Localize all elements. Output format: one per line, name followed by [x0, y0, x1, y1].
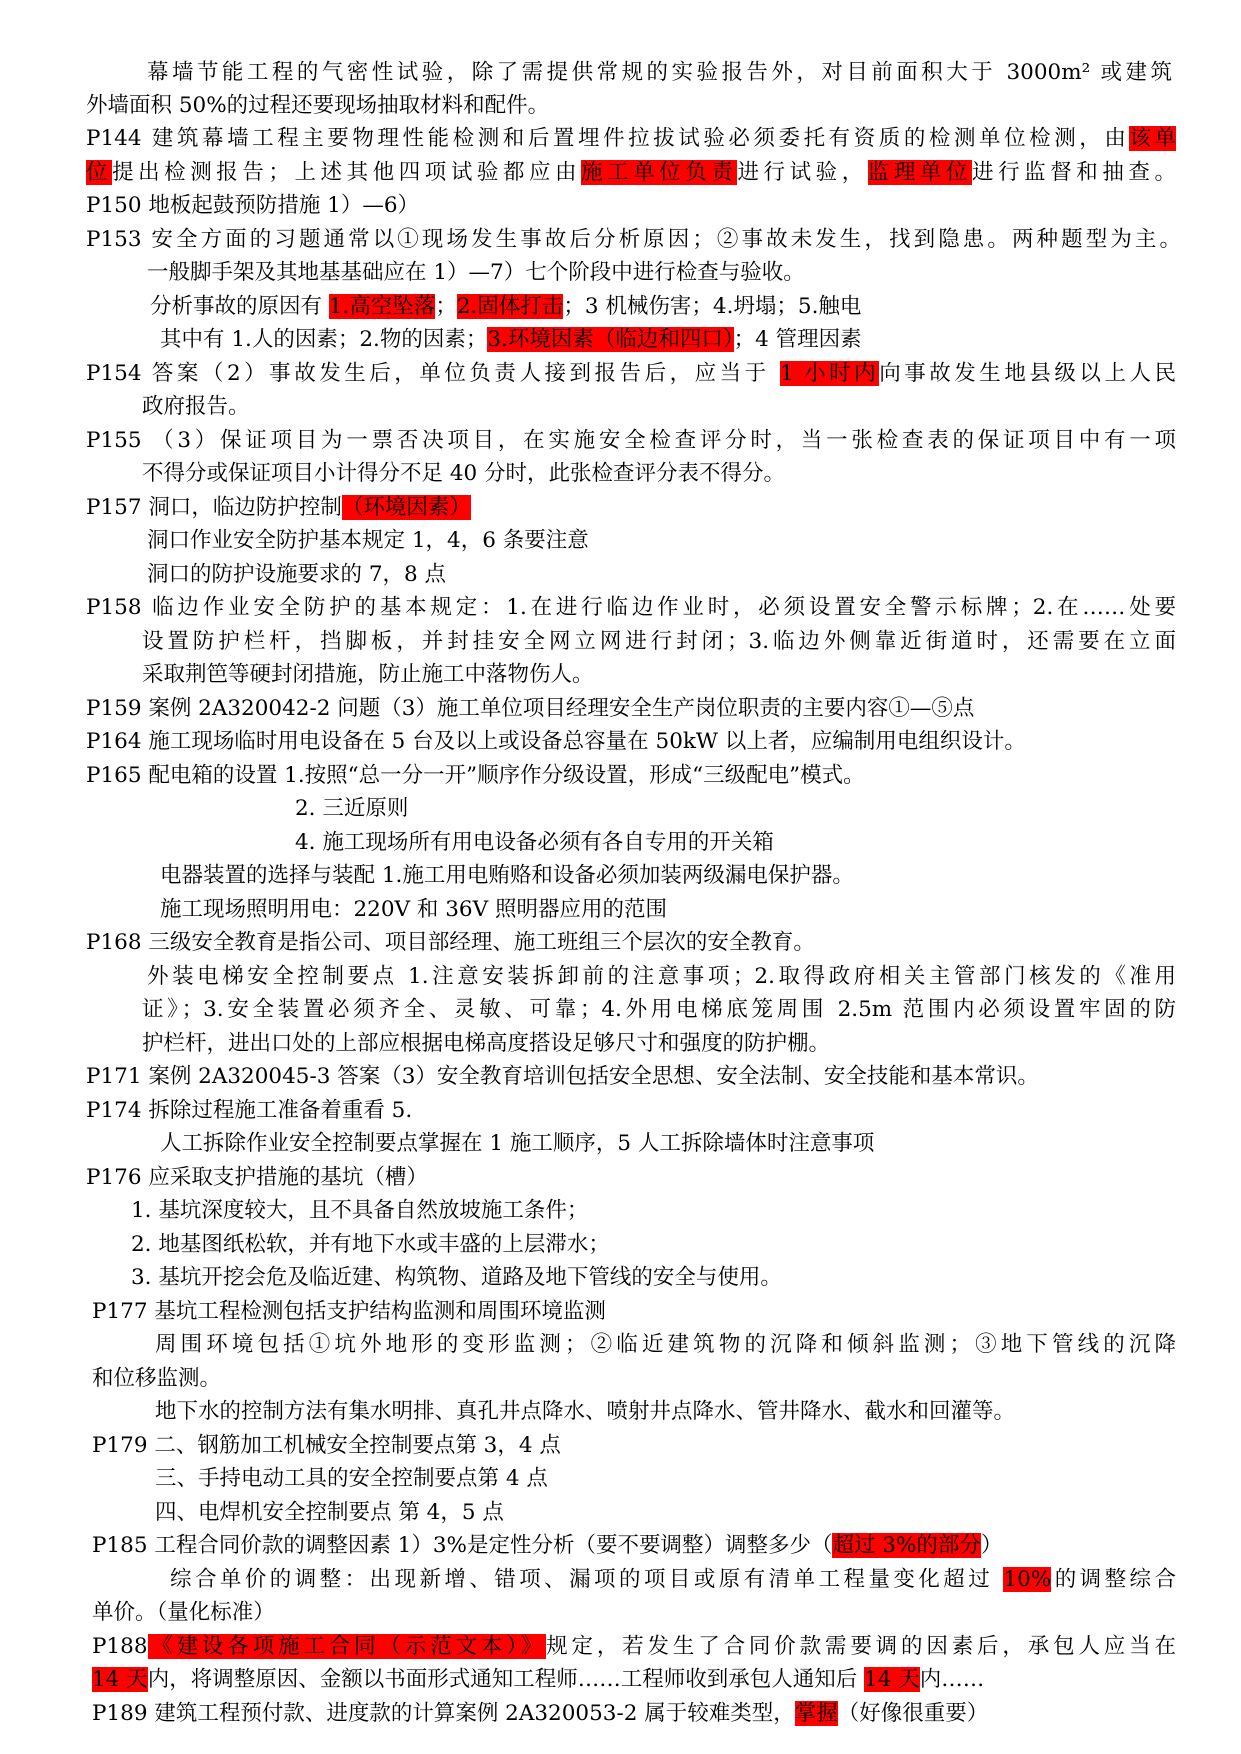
text-line [147, 524, 589, 558]
text-segment: 综合单价的调整：出现新增、错项、漏项的项目或原有清单工程量变化超过 [170, 1567, 1004, 1592]
text-segment: 施工现场照明用电：220V 和 36V 照明器应用的范围 [160, 897, 667, 922]
text-line [86, 223, 1181, 257]
text-segment: 2. 地基图纸松软，并有地下水或丰盛的上层滞水； [131, 1232, 610, 1257]
text-segment: 内…… [919, 1667, 985, 1692]
text-segment: 3. 基坑开挖会危及临近建、构筑物、道路及地下管线的安全与使用。 [131, 1265, 782, 1290]
text-segment: P165 配电箱的设置 1.按照“总一分一开”顺序作分级设置，形成“三级配电”模式。 [86, 763, 865, 788]
text-line [142, 1027, 830, 1061]
highlighted-text: 14 天 [864, 1667, 920, 1692]
text-segment: P171 案例 2A320045-3 答案（3）安全教育培训包括安全思想、安全法制、安全技能和基本常识。 [86, 1064, 1039, 1089]
text-segment: ； [435, 294, 457, 319]
text-line [92, 1295, 606, 1329]
text-segment: 护栏杆，进出口处的上部应根据电梯高度搭设足够尺寸和强度的防护棚。 [142, 1031, 831, 1056]
list-item [131, 1194, 588, 1228]
text-line [295, 826, 774, 860]
text-line [155, 1496, 504, 1530]
text-line [86, 926, 815, 960]
text-line [86, 759, 865, 793]
text-segment: 2. 三近原则 [295, 796, 409, 821]
highlighted-text: 位 [86, 160, 113, 185]
text-line [86, 692, 974, 726]
highlighted-text: 10% [1003, 1567, 1052, 1592]
highlighted-text: 掌握 [794, 1701, 838, 1726]
highlighted-text: 3.环境因素（临边和四口） [487, 327, 734, 352]
text-line [142, 993, 1176, 1027]
text-segment: 进行监督和抽查。 [972, 160, 1176, 185]
text-segment: （好像很重要） [837, 1701, 989, 1726]
text-line [86, 357, 1176, 391]
text-segment: P153 安全方面的习题通常以①现场发生事故后分析原因；②事故未发生，找到隐患。两种题型为主。 [86, 227, 1181, 252]
text-line [142, 625, 1176, 659]
highlighted-text: 1.高空坠落 [328, 294, 436, 319]
text-line [86, 122, 1176, 156]
text-segment: 四、电焊机安全控制要点 第 4，5 点 [155, 1500, 504, 1525]
text-segment: 进行试验， [737, 160, 868, 185]
highlighted-text: 该单 [1129, 126, 1176, 151]
text-segment: P158 临边作业安全防护的基本规定：1.在进行临边作业时，必须设置安全警示标牌；2.在……处要 [86, 595, 1176, 620]
text-line [92, 1663, 984, 1697]
text-line [92, 1596, 275, 1630]
text-line [160, 323, 862, 357]
text-segment: 洞口作业安全防护基本规定 1，4，6 条要注意 [147, 528, 589, 553]
text-line [160, 893, 667, 927]
text-line [92, 1362, 221, 1396]
text-segment: 一般脚手架及其地基基础应在 1）—7）七个阶段中进行检查与验收。 [147, 260, 805, 285]
text-line [86, 1094, 412, 1128]
highlighted-text: 超过 3%的部分 [832, 1533, 981, 1558]
text-segment: P150 地板起鼓预防措施 1）—6） [86, 193, 420, 218]
highlighted-text: 1 小时内 [780, 361, 880, 386]
text-line [86, 1060, 1039, 1094]
text-segment: 1. 基坑深度较大，且不具备自然放坡施工条件； [131, 1198, 589, 1223]
text-line [142, 658, 594, 692]
text-segment: 4. 施工现场所有用电设备必须有各自专用的开关箱 [295, 830, 774, 855]
text-line [142, 390, 250, 424]
text-line [86, 89, 549, 123]
text-segment: 内，将调整原因、金额以书面形式通知工程师……工程师收到承包人通知后 [147, 1667, 865, 1692]
text-segment: P188 [92, 1634, 148, 1659]
list-item [131, 1261, 782, 1295]
text-segment: P154 答案（2）事故发生后，单位负责人接到报告后，应当于 [86, 361, 781, 386]
text-segment: P157 洞口，临边防护控制 [86, 495, 342, 520]
text-line [147, 56, 1172, 90]
text-segment: 政府报告。 [142, 394, 250, 419]
text-segment: P179 二、钢筋加工机械安全控制要点第 3，4 点 [92, 1433, 561, 1458]
text-segment: 向事故发生地县级以上人民 [879, 361, 1176, 386]
text-line [86, 156, 1176, 190]
text-segment: 人工拆除作业安全控制要点掌握在 1 施工顺序，5 人工拆除墙体时注意事项 [160, 1131, 875, 1156]
text-segment: 其中有 1.人的因素；2.物的因素； [160, 327, 488, 352]
text-segment: ） [980, 1533, 1003, 1558]
text-segment: 提出检测报告；上述其他四项试验都应由 [112, 160, 582, 185]
text-segment: 洞口的防护设施要求的 7，8 点 [147, 562, 447, 587]
text-line [295, 792, 408, 826]
text-segment: P164 施工现场临时用电设备在 5 台及以上或设备总容量在 50kW 以上者，应编制用电组织设计。 [86, 729, 1026, 754]
text-segment: ；4 管理因素 [733, 327, 862, 352]
text-segment: 采取荆笆等硬封闭措施，防止施工中落物伤人。 [142, 662, 594, 687]
text-segment: P168 三级安全教育是指公司、项目部经理、施工班组三个层次的安全教育。 [86, 930, 815, 955]
text-line [155, 1462, 548, 1496]
text-segment: 的调整综合 [1051, 1567, 1176, 1592]
text-line [155, 1328, 1176, 1362]
text-segment: 规定，若发生了合同价款需要调的因素后，承包人应当在 [546, 1634, 1176, 1659]
text-line [86, 1161, 428, 1195]
text-segment: P144 建筑幕墙工程主要物理性能检测和后置埋件拉拔试验必须委托有资质的检测单位检测，由 [86, 126, 1130, 151]
text-line [147, 960, 1176, 994]
text-segment: 幕墙节能工程的气密性试验，除了需提供常规的实验报告外，对目前面积大于 3000m² 或建筑 [147, 60, 1172, 85]
text-line [86, 424, 1176, 458]
text-segment: ；3 机械伤害；4.坍塌；5.触电 [563, 294, 862, 319]
text-line [92, 1529, 1002, 1563]
text-line [147, 558, 446, 592]
text-segment: 设置防护栏杆，挡脚板，并封挂安全网立网进行封闭；3.临边外侧靠近街道时，还需要在立面 [142, 629, 1176, 654]
text-line [92, 1429, 561, 1463]
text-line [155, 1395, 1015, 1429]
text-segment: 三、手持电动工具的安全控制要点第 4 点 [155, 1466, 548, 1491]
text-segment: P185 工程合同价款的调整因素 1）3%是定性分析（要不要调整）调整多少（ [92, 1533, 833, 1558]
text-line [92, 1630, 1176, 1664]
text-segment: 电器装置的选择与装配 1.施工用电贿赂和设备必须加装两级漏电保护器。 [160, 863, 854, 888]
highlighted-text: 施工单位负责 [581, 160, 738, 185]
text-segment: 外装电梯安全控制要点 1.注意安装拆卸前的注意事项；2.取得政府相关主管部门核发的《准用 [147, 964, 1176, 989]
text-line [86, 189, 419, 223]
text-segment: P177 基坑工程检测包括支护结构监测和周围环境监测 [92, 1299, 606, 1324]
text-segment: P176 应采取支护措施的基坑（槽） [86, 1165, 428, 1190]
text-line [86, 725, 1026, 759]
text-line [160, 859, 854, 893]
text-line [160, 1127, 874, 1161]
highlighted-text: （环境因素） [341, 495, 471, 520]
text-segment: 单价。（量化标准） [92, 1600, 275, 1625]
text-line [147, 256, 805, 290]
highlighted-text: 2.固体打击 [456, 294, 564, 319]
text-segment: 外墙面积 50%的过程还要现场抽取材料和配件。 [86, 93, 550, 118]
text-segment: 分析事故的原因有 [150, 294, 329, 319]
text-line [150, 290, 861, 324]
text-line [170, 1563, 1176, 1597]
highlighted-text: 监理单位 [867, 160, 973, 185]
list-item [131, 1228, 610, 1262]
text-segment: 不得分或保证项目小计得分不足 40 分时，此张检查评分表不得分。 [142, 461, 786, 486]
text-line [92, 1697, 988, 1731]
text-line [86, 591, 1176, 625]
text-line [86, 491, 471, 525]
text-segment: P189 建筑工程预付款、进度款的计算案例 2A320053-2 属于较难类型， [92, 1701, 795, 1726]
text-segment: 周围环境包括①坑外地形的变形监测；②临近建筑物的沉降和倾斜监测；③地下管线的沉降 [155, 1332, 1176, 1357]
text-segment: 地下水的控制方法有集水明排、真孔井点降水、喷射井点降水、管井降水、截水和回灌等。 [155, 1399, 1016, 1424]
text-segment: P159 案例 2A320042-2 问题（3）施工单位项目经理安全生产岗位职责的主要内容①—⑤点 [86, 696, 975, 721]
highlighted-text: 《建设各项施工合同（示范文本）》 [147, 1634, 547, 1659]
text-segment: P155 （3）保证项目为一票否决项目，在实施安全检查评分时，当一张检查表的保证项目中有一项 [86, 428, 1176, 453]
text-segment: P174 拆除过程施工准备着重看 5. [86, 1098, 413, 1123]
text-segment: 证》；3.安全装置必须齐全、灵敏、可靠；4.外用电梯底笼周围 2.5m 范围内必须设置牢固的防 [142, 997, 1176, 1022]
text-line [142, 457, 785, 491]
highlighted-text: 14 天 [92, 1667, 148, 1692]
text-segment: 和位移监测。 [92, 1366, 222, 1391]
